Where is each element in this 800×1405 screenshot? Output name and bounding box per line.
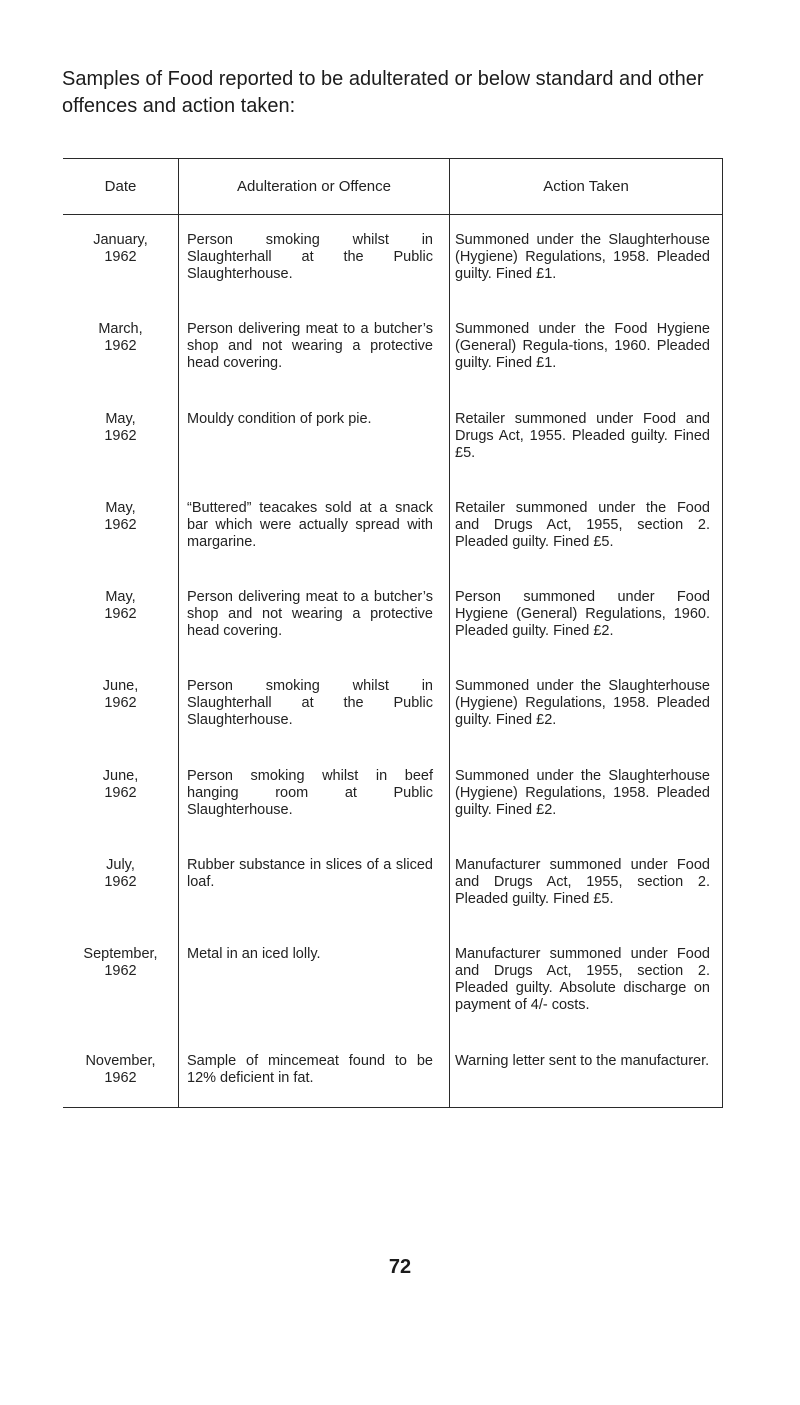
row-offence: Person smoking whilst in Slaughterhall at the Public Slaughterhouse. (187, 232, 433, 282)
row-offence: Rubber substance in slices of a sliced loaf. (187, 857, 433, 890)
row-action: Summoned under the Slaughterhouse (Hygiene) Regulations, 1958. Pleaded guilty. Fined £1. (455, 232, 710, 282)
offences-table (63, 158, 723, 1108)
row-action: Manufacturer summoned under Food and Drugs Act, 1955, section 2. Pleaded guilty. Absolute discharge on payment of 4/- costs. (455, 946, 710, 1013)
row-date: July, 1962 (104, 857, 137, 890)
row-date: March, 1962 (98, 321, 143, 354)
row-action: Retailer summoned under Food and Drugs Act, 1955. Pleaded guilty. Fined £5. (455, 411, 710, 461)
row-date: May, 1962 (104, 411, 137, 444)
row-action: Summoned under the Food Hygiene (General) Regula-tions, 1960. Pleaded guilty. Fined £1. (455, 321, 710, 371)
row-offence: Person delivering meat to a butcher’s shop and not wearing a protective head covering. (187, 321, 433, 371)
row-action: Summoned under the Slaughterhouse (Hygiene) Regulations, 1958. Pleaded guilty. Fined £2. (455, 678, 710, 728)
table-bottom-border (63, 1107, 723, 1108)
page-number: 72 (388, 1256, 412, 1278)
row-date: September, 1962 (83, 946, 158, 979)
table-top-border (63, 158, 723, 159)
column-divider-1 (178, 158, 179, 1108)
row-offence: Mouldy condition of pork pie. (187, 411, 372, 427)
row-date: May, 1962 (104, 500, 137, 533)
row-date: May, 1962 (104, 589, 137, 622)
header-date: Date (104, 178, 137, 195)
row-offence: Sample of mincemeat found to be 12% deficient in fat. (187, 1053, 433, 1086)
row-action: Warning letter sent to the manufacturer. (455, 1053, 710, 1069)
row-action: Summoned under the Slaughterhouse (Hygiene) Regulations, 1958. Pleaded guilty. Fined £2. (455, 768, 710, 818)
row-action: Person summoned under Food Hygiene (General) Regulations, 1960. Pleaded guilty. Fined £2. (455, 589, 710, 639)
page-heading: Samples of Food reported to be adulterated or below standard and other offences and action taken: (62, 68, 704, 117)
row-offence: “Buttered” teacakes sold at a snack bar which were actually spread with margarine. (187, 500, 433, 550)
column-divider-2 (449, 158, 450, 1108)
row-offence: Metal in an iced lolly. (187, 946, 321, 962)
row-offence: Person smoking whilst in beef hanging room at Public Slaughterhouse. (187, 768, 433, 818)
row-offence: Person delivering meat to a butcher’s shop and not wearing a protective head covering. (187, 589, 433, 639)
header-divider (63, 214, 723, 215)
header-offence: Adulteration or Offence (237, 178, 391, 195)
row-date: June, 1962 (102, 678, 139, 711)
header-action: Action Taken (543, 178, 629, 195)
table-right-border (722, 158, 723, 1108)
row-date: June, 1962 (102, 768, 139, 801)
row-action: Manufacturer summoned under Food and Drugs Act, 1955, section 2. Pleaded guilty. Fined £5. (455, 857, 710, 907)
row-offence: Person smoking whilst in Slaughterhall at the Public Slaughterhouse. (187, 678, 433, 728)
row-date: January, 1962 (93, 232, 148, 265)
row-action: Retailer summoned under the Food and Drugs Act, 1955, section 2. Pleaded guilty. Fined £5. (455, 500, 710, 550)
row-date: November, 1962 (85, 1053, 156, 1086)
